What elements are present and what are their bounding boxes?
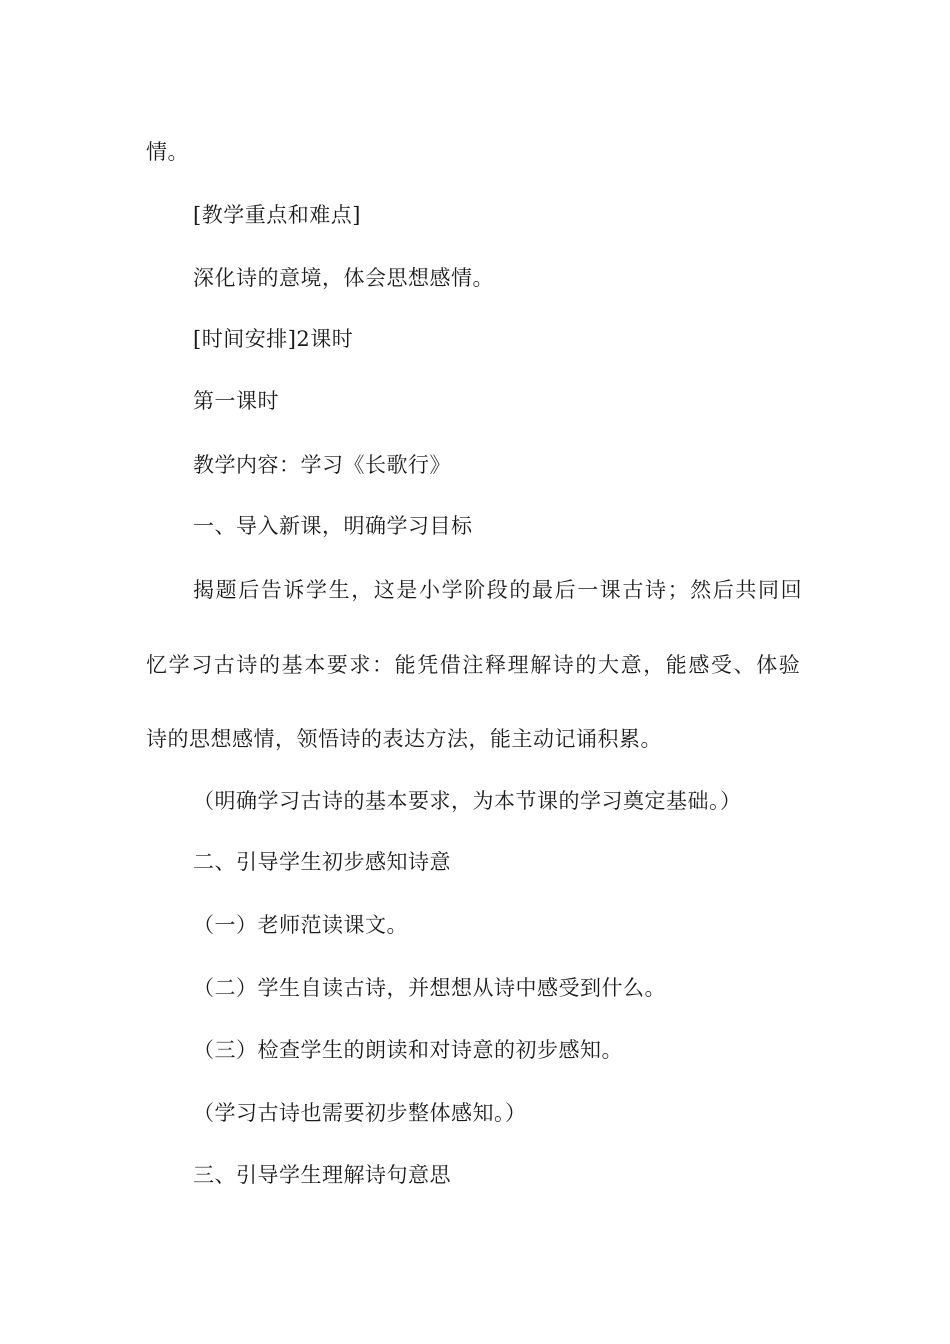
paragraph-line: 诗的思想感情，领悟诗的表达方法，能主动记诵积累。 xyxy=(146,727,662,751)
note-line: （明确学习古诗的基本要求，为本节课的学习奠定基础。） xyxy=(193,789,742,813)
step-heading-3: 三、引导学生理解诗句意思 xyxy=(193,1163,451,1187)
lesson-content: 教学内容：学习《长歌行》 xyxy=(193,453,451,477)
step-heading-2: 二、引导学生初步感知诗意 xyxy=(193,850,451,874)
sub-step-2: （二）学生自读古诗，并想想从诗中感受到什么。 xyxy=(193,976,666,1000)
note-line: （学习古诗也需要初步整体感知。） xyxy=(193,1101,527,1125)
paragraph-line: 忆学习古诗的基本要求：能凭借注释理解诗的大意，能感受、体验 xyxy=(146,653,802,677)
paragraph-continuation: 情。 xyxy=(146,140,189,164)
paragraph-line: 揭题后告诉学生，这是小学阶段的最后一课古诗；然后共同回 xyxy=(193,578,804,602)
paragraph-key-points: 深化诗的意境，体会思想感情。 xyxy=(193,266,494,290)
step-heading-1: 一、导入新课，明确学习目标 xyxy=(193,514,473,538)
sub-step-1: （一）老师范读课文。 xyxy=(193,913,408,937)
sub-step-3: （三）检查学生的朗读和对诗意的初步感知。 xyxy=(193,1038,623,1062)
lesson-heading: 第一课时 xyxy=(193,389,279,413)
section-heading-key-points: [教学重点和难点] xyxy=(193,203,361,227)
section-heading-schedule: [时间安排]2课时 xyxy=(193,327,354,351)
